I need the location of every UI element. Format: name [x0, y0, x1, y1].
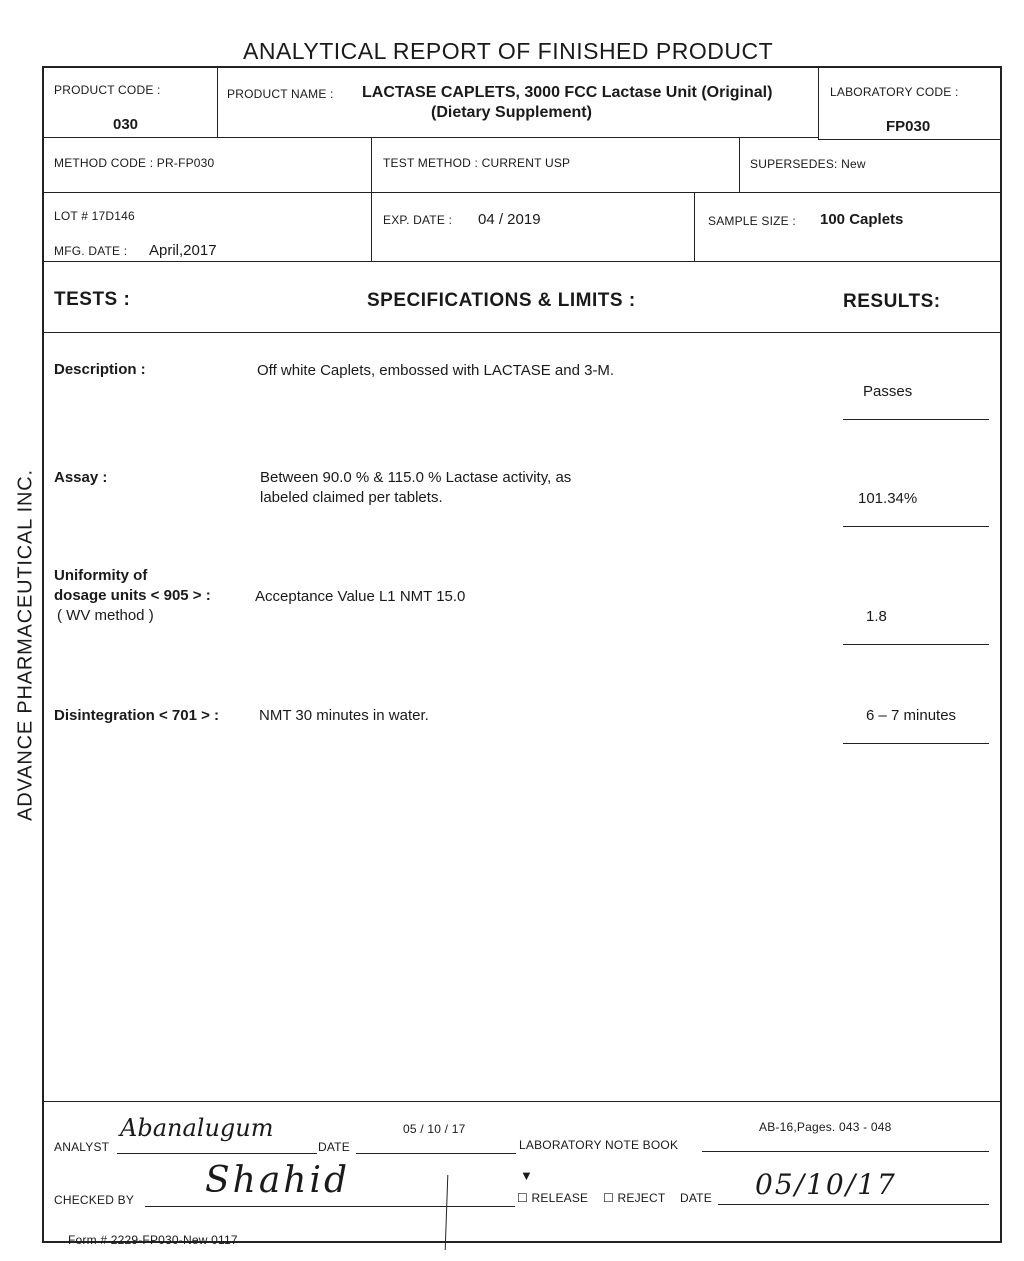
analyst-label: ANALYST	[54, 1140, 110, 1154]
test-name-description: Description :	[54, 361, 146, 378]
test-method: TEST METHOD : CURRENT USP	[383, 156, 571, 170]
result-assay: 101.34%	[858, 490, 918, 507]
product-name-line1: LACTASE CAPLETS, 3000 FCC Lactase Unit (Original)	[362, 84, 773, 101]
release-label: RELEASE	[531, 1191, 589, 1205]
test-name-uniformity-line2: dosage units < 905 > :	[54, 587, 211, 604]
result-description: Passes	[863, 383, 913, 400]
specifications-heading: SPECIFICATIONS & LIMITS :	[367, 290, 636, 311]
page-title: ANALYTICAL REPORT OF FINISHED PRODUCT	[243, 38, 774, 64]
checked-signature: Shahid	[205, 1160, 351, 1201]
results-heading: RESULTS:	[843, 291, 941, 312]
spec-disintegration: NMT 30 minutes in water.	[259, 707, 429, 724]
company-side-text: ADVANCE PHARMACEUTICAL INC.	[14, 469, 37, 821]
mfg-date-value: April,2017	[149, 242, 217, 259]
test-name-uniformity-line1: Uniformity of	[54, 567, 148, 584]
analyst-signature: Abanalugum	[120, 1114, 274, 1142]
product-name-line2: (Dietary Supplement)	[431, 104, 592, 121]
spec-description: Off white Caplets, embossed with LACTASE and 3-M.	[257, 362, 615, 379]
result-uniformity: 1.8	[866, 608, 887, 625]
reject-label: REJECT	[617, 1191, 666, 1205]
product-code-value: 030	[113, 116, 139, 133]
laboratory-code-value: FP030	[886, 118, 931, 135]
notebook-value: AB-16,Pages. 043 - 048	[759, 1120, 892, 1134]
spec-assay-line2: labeled claimed per tablets.	[260, 489, 443, 506]
test-name-uniformity-line3: ( WV method )	[57, 607, 154, 624]
sample-size-value: 100 Caplets	[820, 211, 904, 228]
spec-uniformity: Acceptance Value L1 NMT 15.0	[255, 588, 466, 605]
tests-heading: TESTS :	[54, 289, 131, 310]
test-name-disintegration: Disintegration < 701 > :	[54, 707, 220, 724]
product-code-label: PRODUCT CODE :	[54, 83, 161, 97]
sample-size-label: SAMPLE SIZE :	[708, 214, 796, 228]
test-name-assay: Assay :	[54, 469, 108, 486]
mfg-date-label: MFG. DATE :	[54, 244, 128, 258]
laboratory-code-label: LABORATORY CODE :	[830, 85, 959, 99]
exp-date-value: 04 / 2019	[478, 211, 541, 228]
release-checkbox[interactable]: ☐ RELEASE	[517, 1191, 589, 1205]
spec-assay-line1: Between 90.0 % & 115.0 % Lactase activity, as	[260, 469, 572, 486]
method-code: METHOD CODE : PR-FP030	[54, 156, 215, 170]
date-label: DATE	[318, 1140, 350, 1154]
lot-number: LOT # 17D146	[54, 209, 135, 223]
date2-value: 05/10/17	[755, 1168, 897, 1201]
arrow-down-icon: ▼	[520, 1168, 533, 1183]
form-number: Form # 2229-FP030-New 0117	[68, 1233, 238, 1247]
supersedes: SUPERSEDES: New	[750, 157, 866, 171]
result-disintegration: 6 – 7 minutes	[866, 707, 957, 724]
reject-checkbox[interactable]: ☐ REJECT	[603, 1191, 666, 1205]
date-value: 05 / 10 / 17	[403, 1122, 466, 1136]
notebook-label: LABORATORY NOTE BOOK	[519, 1138, 679, 1152]
checked-by-label: CHECKED BY	[54, 1193, 135, 1207]
product-name-label: PRODUCT NAME :	[227, 87, 334, 101]
date2-label: DATE	[680, 1191, 712, 1205]
exp-date-label: EXP. DATE :	[383, 213, 453, 227]
